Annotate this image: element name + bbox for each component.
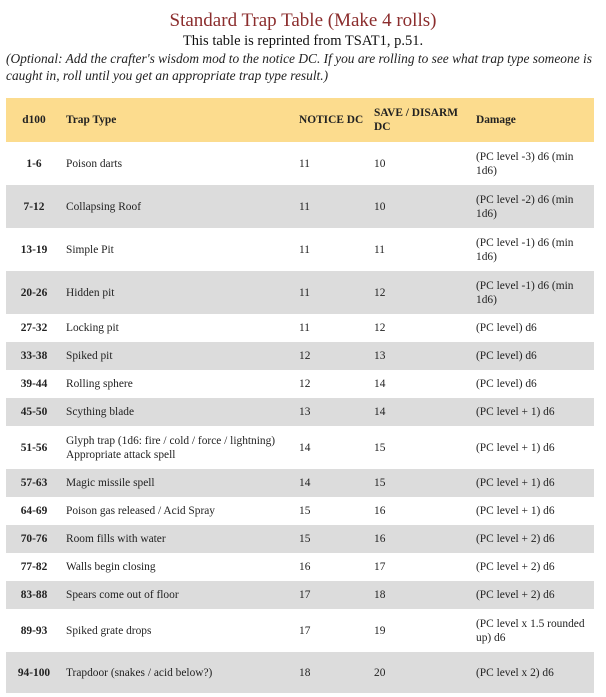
roll-cell: 13-19 (20, 243, 48, 256)
trap-type-cell: Spiked grate drops (66, 624, 152, 637)
roll-cell: 45-50 (20, 406, 48, 418)
table-row (6, 142, 594, 185)
roll-cell: 27-32 (20, 322, 48, 334)
table-row (6, 469, 594, 497)
page-subtitle: This table is reprinted from TSAT1, p.51. (182, 33, 424, 49)
save-dc-cell: 11 (374, 243, 385, 256)
table-row (6, 370, 594, 398)
save-dc-cell: 18 (374, 589, 386, 601)
save-dc-cell: 19 (374, 624, 386, 637)
damage-cell: (PC level -1) d6 (min 1d6) (476, 236, 574, 263)
damage-cell: (PC level + 1) d6 (476, 477, 555, 489)
header-d100: d100 (22, 114, 46, 126)
notice-dc-cell: 18 (299, 666, 311, 679)
table-row (6, 314, 594, 342)
trap-type-cell: Magic missile spell (66, 477, 155, 489)
damage-cell: (PC level -2) d6 (min 1d6) (476, 193, 574, 220)
trap-type-cell: Locking pit (66, 322, 119, 334)
roll-cell: 57-63 (20, 477, 48, 489)
notice-dc-cell: 17 (299, 589, 311, 601)
notice-dc-cell: 14 (299, 441, 311, 454)
damage-cell: (PC level + 2) d6 (476, 589, 555, 601)
table-row (6, 426, 594, 469)
notice-dc-cell: 11 (299, 200, 310, 213)
roll-cell: 89-93 (20, 624, 48, 637)
notice-dc-cell: 14 (299, 477, 311, 489)
damage-cell: (PC level -1) d6 (min 1d6) (476, 279, 574, 306)
notice-dc-cell: 17 (299, 624, 311, 637)
roll-cell: 20-26 (20, 286, 48, 299)
roll-cell: 1-6 (26, 157, 42, 170)
notice-dc-cell: 13 (299, 406, 311, 418)
trap-type-cell: Collapsing Roof (66, 200, 141, 213)
trap-type-cell: Spears come out of floor (66, 589, 179, 601)
table-row (6, 497, 594, 525)
damage-cell: (PC level x 1.5 rounded up) d6 (476, 617, 585, 644)
notice-dc-cell: 11 (299, 157, 310, 170)
trap-type-cell: Spiked pit (66, 350, 113, 362)
save-dc-cell: 20 (374, 666, 386, 679)
save-dc-cell: 10 (374, 200, 386, 213)
save-dc-cell: 10 (374, 157, 386, 170)
trap-type-cell: Hidden pit (66, 286, 115, 299)
notice-dc-cell: 12 (299, 350, 311, 362)
trap-type-cell: Scything blade (66, 406, 135, 418)
save-dc-cell: 16 (374, 533, 386, 545)
notice-dc-cell: 15 (299, 505, 311, 517)
table-row (6, 581, 594, 609)
header-save-disarm-dc: SAVE / DISARM DC (374, 107, 458, 133)
save-dc-cell: 12 (374, 322, 386, 334)
save-dc-cell: 16 (374, 505, 386, 517)
damage-cell: (PC level + 1) d6 (476, 441, 555, 454)
table-row (6, 185, 594, 228)
trap-table (6, 98, 594, 693)
trap-type-cell: Poison darts (66, 157, 123, 170)
save-dc-cell: 14 (374, 378, 386, 390)
damage-cell: (PC level) d6 (476, 322, 537, 334)
notice-dc-cell: 16 (299, 561, 311, 573)
roll-cell: 77-82 (20, 561, 48, 573)
damage-cell: (PC level) d6 (476, 378, 537, 390)
notice-dc-cell: 11 (299, 322, 310, 334)
damage-cell: (PC level + 2) d6 (476, 533, 555, 545)
header-notice-dc: NOTICE DC (299, 114, 364, 126)
table-header-row (6, 98, 594, 142)
trap-type-cell: Poison gas released / Acid Spray (66, 505, 216, 517)
roll-cell: 70-76 (20, 533, 48, 545)
page-title: Standard Trap Table (Make 4 rolls) (169, 10, 437, 31)
damage-cell: (PC level + 1) d6 (476, 505, 555, 517)
save-dc-cell: 14 (374, 406, 386, 418)
notice-dc-cell: 11 (299, 286, 310, 299)
optional-note: (Optional: Add the crafter's wisdom mod to the notice DC. If you are rolling to see what trap type someone is caught in, roll until you get an appropriate trap type result.) (6, 51, 592, 83)
notice-dc-cell: 12 (299, 378, 311, 390)
roll-cell: 39-44 (20, 378, 48, 390)
table-row (6, 271, 594, 314)
trap-type-cell: Room fills with water (66, 533, 166, 545)
damage-cell: (PC level x 2) d6 (476, 666, 554, 679)
roll-cell: 51-56 (20, 441, 48, 454)
table-row (6, 553, 594, 581)
table-row (6, 228, 594, 271)
trap-type-cell: Simple Pit (66, 243, 114, 256)
save-dc-cell: 17 (374, 561, 386, 573)
table-row (6, 652, 594, 693)
table-row (6, 398, 594, 426)
roll-cell: 83-88 (20, 589, 48, 601)
damage-cell: (PC level + 2) d6 (476, 561, 555, 573)
save-dc-cell: 15 (374, 477, 386, 489)
damage-cell: (PC level) d6 (476, 350, 537, 362)
trap-type-cell: Glyph trap (1d6: fire / cold / force / lightning) Appropriate attack spell (66, 434, 276, 461)
damage-cell: (PC level -3) d6 (min 1d6) (476, 150, 574, 177)
save-dc-cell: 15 (374, 441, 386, 454)
damage-cell: (PC level + 1) d6 (476, 406, 555, 418)
notice-dc-cell: 15 (299, 533, 311, 545)
trap-type-cell: Rolling sphere (66, 378, 133, 390)
save-dc-cell: 12 (374, 286, 386, 299)
table-row (6, 609, 594, 652)
trap-type-cell: Walls begin closing (66, 561, 156, 573)
roll-cell: 64-69 (20, 505, 48, 517)
table-row (6, 342, 594, 370)
header-damage: Damage (476, 114, 516, 126)
trap-type-cell: Trapdoor (snakes / acid below?) (66, 666, 213, 679)
roll-cell: 33-38 (20, 350, 48, 362)
notice-dc-cell: 11 (299, 243, 310, 256)
roll-cell: 7-12 (23, 200, 45, 213)
save-dc-cell: 13 (374, 350, 386, 362)
header-trap-type: Trap Type (66, 114, 117, 126)
table-row (6, 525, 594, 553)
roll-cell: 94-100 (17, 666, 51, 679)
